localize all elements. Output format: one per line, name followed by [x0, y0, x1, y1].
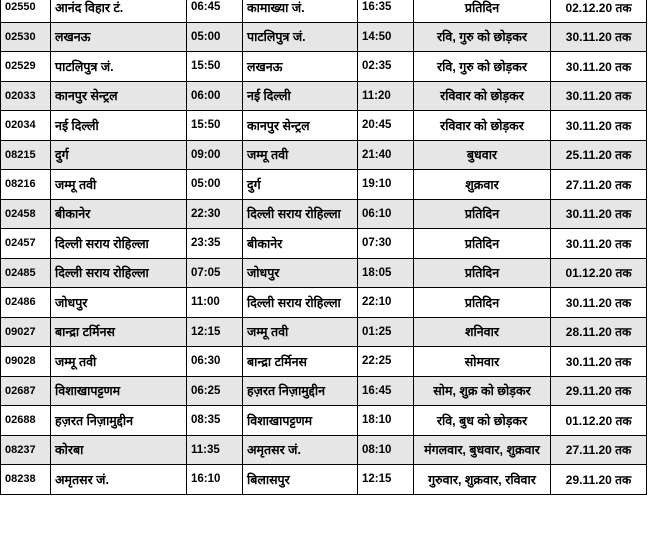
origin-station-cell: पाटलिपुत्र जं. — [51, 52, 187, 82]
train-number-cell: 02530 — [1, 22, 51, 52]
arrival-time-cell: 21:40 — [358, 140, 414, 170]
destination-station-cell: पाटलिपुत्र जं. — [243, 22, 358, 52]
train-number-cell: 02688 — [1, 406, 51, 436]
origin-station-cell: बीकानेर — [51, 199, 187, 229]
train-number-cell: 02034 — [1, 111, 51, 141]
table-row — [1, 81, 647, 111]
arrival-time-cell: 07:30 — [358, 229, 414, 259]
table-row — [1, 435, 647, 465]
valid-until-cell: 27.11.20 तक — [551, 170, 647, 200]
departure-time-cell: 16:10 — [187, 465, 243, 495]
origin-station-cell: दुर्ग — [51, 140, 187, 170]
departure-time-cell: 12:15 — [187, 317, 243, 347]
table-row — [1, 288, 647, 318]
origin-station-cell: विशाखापट्टणम — [51, 376, 187, 406]
table-row — [1, 111, 647, 141]
valid-until-cell: 30.11.20 तक — [551, 229, 647, 259]
train-number-cell: 02687 — [1, 376, 51, 406]
departure-time-cell: 11:00 — [187, 288, 243, 318]
arrival-time-cell: 16:35 — [358, 0, 414, 22]
destination-station-cell: कानपुर सेन्ट्रल — [243, 111, 358, 141]
origin-station-cell: जम्मू तवी — [51, 170, 187, 200]
train-number-cell: 02529 — [1, 52, 51, 82]
destination-station-cell: बान्द्रा टर्मिनस — [243, 347, 358, 377]
destination-station-cell: बीकानेर — [243, 229, 358, 259]
origin-station-cell: लखनऊ — [51, 22, 187, 52]
operating-days-cell: प्रतिदिन — [414, 199, 551, 229]
arrival-time-cell: 01:25 — [358, 317, 414, 347]
destination-station-cell: लखनऊ — [243, 52, 358, 82]
table-row — [1, 170, 647, 200]
departure-time-cell: 11:35 — [187, 435, 243, 465]
operating-days-cell: रवि, गुरु को छोड़कर — [414, 52, 551, 82]
valid-until-cell: 27.11.20 तक — [551, 435, 647, 465]
valid-until-cell: 30.11.20 तक — [551, 199, 647, 229]
origin-station-cell: हज़रत निज़ामुद्दीन — [51, 406, 187, 436]
departure-time-cell: 08:35 — [187, 406, 243, 436]
origin-station-cell: आनंद विहार टं. — [51, 0, 187, 22]
destination-station-cell: दुर्ग — [243, 170, 358, 200]
train-number-cell: 02457 — [1, 229, 51, 259]
operating-days-cell: रवि, गुरु को छोड़कर — [414, 22, 551, 52]
departure-time-cell: 23:35 — [187, 229, 243, 259]
table-row — [1, 347, 647, 377]
origin-station-cell: दिल्ली सराय रोहिल्ला — [51, 229, 187, 259]
valid-until-cell: 30.11.20 तक — [551, 288, 647, 318]
table-row — [1, 406, 647, 436]
train-number-cell: 08215 — [1, 140, 51, 170]
origin-station-cell: कोरबा — [51, 435, 187, 465]
valid-until-cell: 01.12.20 तक — [551, 258, 647, 288]
arrival-time-cell: 08:10 — [358, 435, 414, 465]
operating-days-cell: रविवार को छोड़कर — [414, 111, 551, 141]
train-number-cell: 09027 — [1, 317, 51, 347]
table-row — [1, 52, 647, 82]
arrival-time-cell: 22:10 — [358, 288, 414, 318]
departure-time-cell: 06:25 — [187, 376, 243, 406]
operating-days-cell: रविवार को छोड़कर — [414, 81, 551, 111]
arrival-time-cell: 14:50 — [358, 22, 414, 52]
origin-station-cell: बान्द्रा टर्मिनस — [51, 317, 187, 347]
train-number-cell: 02033 — [1, 81, 51, 111]
departure-time-cell: 06:30 — [187, 347, 243, 377]
operating-days-cell: गुरुवार, शुक्रवार, रविवार — [414, 465, 551, 495]
table-row — [1, 258, 647, 288]
train-number-cell: 08237 — [1, 435, 51, 465]
train-number-cell: 02458 — [1, 199, 51, 229]
arrival-time-cell: 20:45 — [358, 111, 414, 141]
operating-days-cell: रवि, बुध को छोड़कर — [414, 406, 551, 436]
valid-until-cell: 30.11.20 तक — [551, 52, 647, 82]
origin-station-cell: दिल्ली सराय रोहिल्ला — [51, 258, 187, 288]
train-number-cell: 09028 — [1, 347, 51, 377]
destination-station-cell: जम्मू तवी — [243, 317, 358, 347]
origin-station-cell: नई दिल्ली — [51, 111, 187, 141]
train-number-cell: 02485 — [1, 258, 51, 288]
train-number-cell: 02486 — [1, 288, 51, 318]
departure-time-cell: 06:00 — [187, 81, 243, 111]
table-row — [1, 465, 647, 495]
destination-station-cell: हज़रत निज़ामुद्दीन — [243, 376, 358, 406]
operating-days-cell: मंगलवार, बुधवार, शुक्रवार — [414, 435, 551, 465]
table-row — [1, 0, 647, 22]
operating-days-cell: बुधवार — [414, 140, 551, 170]
origin-station-cell: जम्मू तवी — [51, 347, 187, 377]
operating-days-cell: सोमवार — [414, 347, 551, 377]
destination-station-cell: बिलासपुर — [243, 465, 358, 495]
operating-days-cell: प्रतिदिन — [414, 229, 551, 259]
destination-station-cell: जम्मू तवी — [243, 140, 358, 170]
departure-time-cell: 15:50 — [187, 111, 243, 141]
valid-until-cell: 28.11.20 तक — [551, 317, 647, 347]
origin-station-cell: कानपुर सेन्ट्रल — [51, 81, 187, 111]
valid-until-cell: 02.12.20 तक — [551, 0, 647, 22]
origin-station-cell: जोधपुर — [51, 288, 187, 318]
departure-time-cell: 09:00 — [187, 140, 243, 170]
destination-station-cell: अमृतसर जं. — [243, 435, 358, 465]
arrival-time-cell: 02:35 — [358, 52, 414, 82]
destination-station-cell: जोधपुर — [243, 258, 358, 288]
arrival-time-cell: 11:20 — [358, 81, 414, 111]
table-row — [1, 376, 647, 406]
departure-time-cell: 07:05 — [187, 258, 243, 288]
arrival-time-cell: 16:45 — [358, 376, 414, 406]
valid-until-cell: 29.11.20 तक — [551, 376, 647, 406]
departure-time-cell: 15:50 — [187, 52, 243, 82]
departure-time-cell: 05:00 — [187, 22, 243, 52]
table-row — [1, 199, 647, 229]
arrival-time-cell: 22:25 — [358, 347, 414, 377]
valid-until-cell: 30.11.20 तक — [551, 22, 647, 52]
valid-until-cell: 01.12.20 तक — [551, 406, 647, 436]
table-row — [1, 22, 647, 52]
origin-station-cell: अमृतसर जं. — [51, 465, 187, 495]
arrival-time-cell: 19:10 — [358, 170, 414, 200]
arrival-time-cell: 06:10 — [358, 199, 414, 229]
train-number-cell: 02550 — [1, 0, 51, 22]
valid-until-cell: 29.11.20 तक — [551, 465, 647, 495]
valid-until-cell: 25.11.20 तक — [551, 140, 647, 170]
operating-days-cell: प्रतिदिन — [414, 288, 551, 318]
arrival-time-cell: 18:10 — [358, 406, 414, 436]
table-row — [1, 229, 647, 259]
table-row — [1, 140, 647, 170]
destination-station-cell: विशाखापट्टणम — [243, 406, 358, 436]
valid-until-cell: 30.11.20 तक — [551, 111, 647, 141]
valid-until-cell: 30.11.20 तक — [551, 81, 647, 111]
valid-until-cell: 30.11.20 तक — [551, 347, 647, 377]
table-row — [1, 317, 647, 347]
departure-time-cell: 05:00 — [187, 170, 243, 200]
operating-days-cell: शुक्रवार — [414, 170, 551, 200]
arrival-time-cell: 12:15 — [358, 465, 414, 495]
destination-station-cell: दिल्ली सराय रोहिल्ला — [243, 288, 358, 318]
arrival-time-cell: 18:05 — [358, 258, 414, 288]
operating-days-cell: प्रतिदिन — [414, 0, 551, 22]
train-number-cell: 08216 — [1, 170, 51, 200]
destination-station-cell: कामाख्या जं. — [243, 0, 358, 22]
departure-time-cell: 06:45 — [187, 0, 243, 22]
operating-days-cell: शनिवार — [414, 317, 551, 347]
destination-station-cell: दिल्ली सराय रोहिल्ला — [243, 199, 358, 229]
operating-days-cell: प्रतिदिन — [414, 258, 551, 288]
departure-time-cell: 22:30 — [187, 199, 243, 229]
destination-station-cell: नई दिल्ली — [243, 81, 358, 111]
operating-days-cell: सोम, शुक्र को छोड़कर — [414, 376, 551, 406]
train-number-cell: 08238 — [1, 465, 51, 495]
